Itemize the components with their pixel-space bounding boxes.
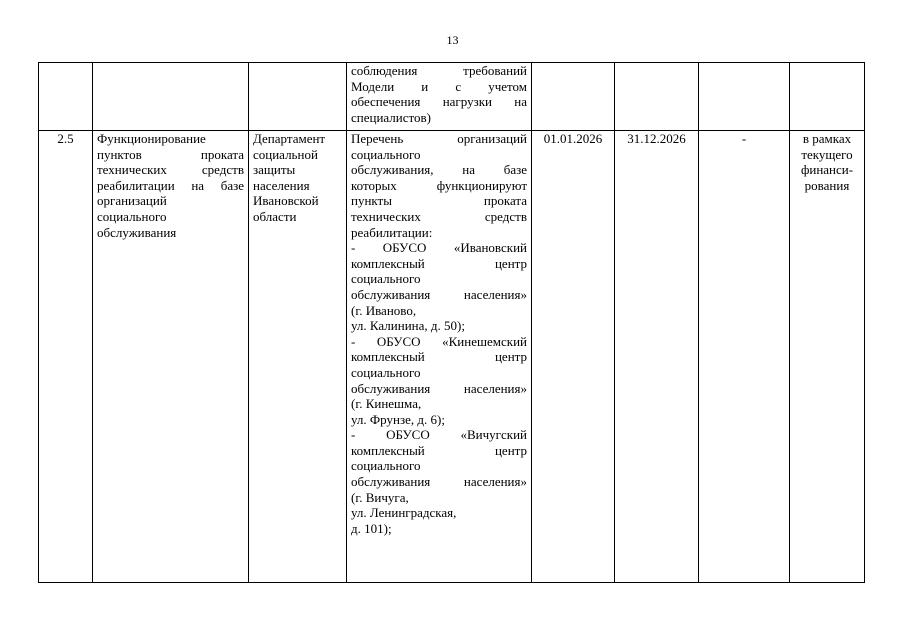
- executor-line: населения: [253, 177, 310, 193]
- result-line: Модели и с учетом: [351, 78, 527, 94]
- cell-result-continuation: [347, 63, 532, 131]
- funding-cell: [790, 131, 865, 583]
- result-line: социального: [351, 364, 421, 380]
- result-line: комплексный центр: [351, 255, 527, 271]
- result-line: (г. Вичуга,: [351, 489, 409, 505]
- executor-cell: [249, 131, 347, 583]
- cell-activity-empty: [93, 63, 249, 131]
- result-line: (г. Иваново,: [351, 302, 417, 318]
- activity-cell: [93, 131, 249, 583]
- result-line: ул. Ленинградская,: [351, 505, 457, 521]
- result-line: ул. Калинина, д. 50);: [351, 318, 465, 334]
- cell-indicator-empty: [699, 63, 790, 131]
- funding-line: финанси-: [800, 162, 854, 178]
- result-line: - ОБУСО «Ивановский: [351, 240, 527, 256]
- result-line: ул. Фрунзе, д. 6);: [351, 411, 445, 427]
- funding-line: рования: [804, 177, 850, 193]
- row-number: 2.5: [39, 131, 93, 583]
- start-date: 01.01.2026: [532, 131, 615, 583]
- activity-line: социального: [97, 208, 167, 224]
- result-line: которых функционируют: [351, 177, 527, 193]
- plan-table: [38, 62, 865, 583]
- page-number: 13: [446, 33, 459, 47]
- result-line: (г. Кинешма,: [351, 396, 422, 412]
- result-line: пункты проката: [351, 193, 527, 209]
- activity-line: организаций: [97, 193, 167, 209]
- result-line: Перечень организаций: [351, 131, 527, 146]
- result-line: технических средств: [351, 208, 527, 224]
- end-date: 31.12.2026: [615, 131, 699, 583]
- result-line: - ОБУСО «Кинешемский: [351, 333, 527, 349]
- activity-line: Функционирование: [97, 131, 206, 146]
- result-line: комплексный центр: [351, 349, 527, 365]
- activity-line: пунктов проката: [97, 146, 244, 162]
- result-line: обслуживания населения»: [351, 380, 527, 396]
- funding-line: текущего: [801, 146, 853, 162]
- result-line: обслуживания населения»: [351, 474, 527, 490]
- result-line: специалистов): [351, 109, 431, 125]
- executor-line: области: [253, 208, 297, 224]
- activity-line: реабилитации на базе: [97, 177, 244, 193]
- result-cell: [347, 131, 532, 583]
- cell-executor-empty: [249, 63, 347, 131]
- result-line: обслуживания, на базе: [351, 162, 527, 178]
- funding-line: в рамках: [802, 131, 852, 146]
- cell-end-empty: [615, 63, 699, 131]
- indicator-value: -: [699, 131, 790, 583]
- result-line: соблюдения требований: [351, 63, 527, 78]
- cell-funding-empty: [790, 63, 865, 131]
- executor-line: Департамент: [253, 131, 326, 146]
- result-line: обеспечения нагрузки на: [351, 94, 527, 110]
- result-line: реабилитации:: [351, 224, 433, 240]
- executor-line: социальной: [253, 146, 318, 162]
- result-line: комплексный центр: [351, 442, 527, 458]
- executor-line: Ивановской: [253, 193, 319, 209]
- result-line: социального: [351, 458, 421, 474]
- activity-line: обслуживания: [97, 224, 177, 240]
- result-line: обслуживания населения»: [351, 286, 527, 302]
- executor-line: защиты: [253, 162, 296, 178]
- result-line: д. 101);: [351, 520, 392, 536]
- result-line: социального: [351, 146, 421, 162]
- table-row: [39, 131, 865, 583]
- result-line: социального: [351, 271, 421, 287]
- result-line: - ОБУСО «Вичугский: [351, 427, 527, 443]
- continuation-row: [39, 63, 865, 131]
- activity-line: технических средств: [97, 162, 244, 178]
- cell-number-empty: [39, 63, 93, 131]
- cell-start-empty: [532, 63, 615, 131]
